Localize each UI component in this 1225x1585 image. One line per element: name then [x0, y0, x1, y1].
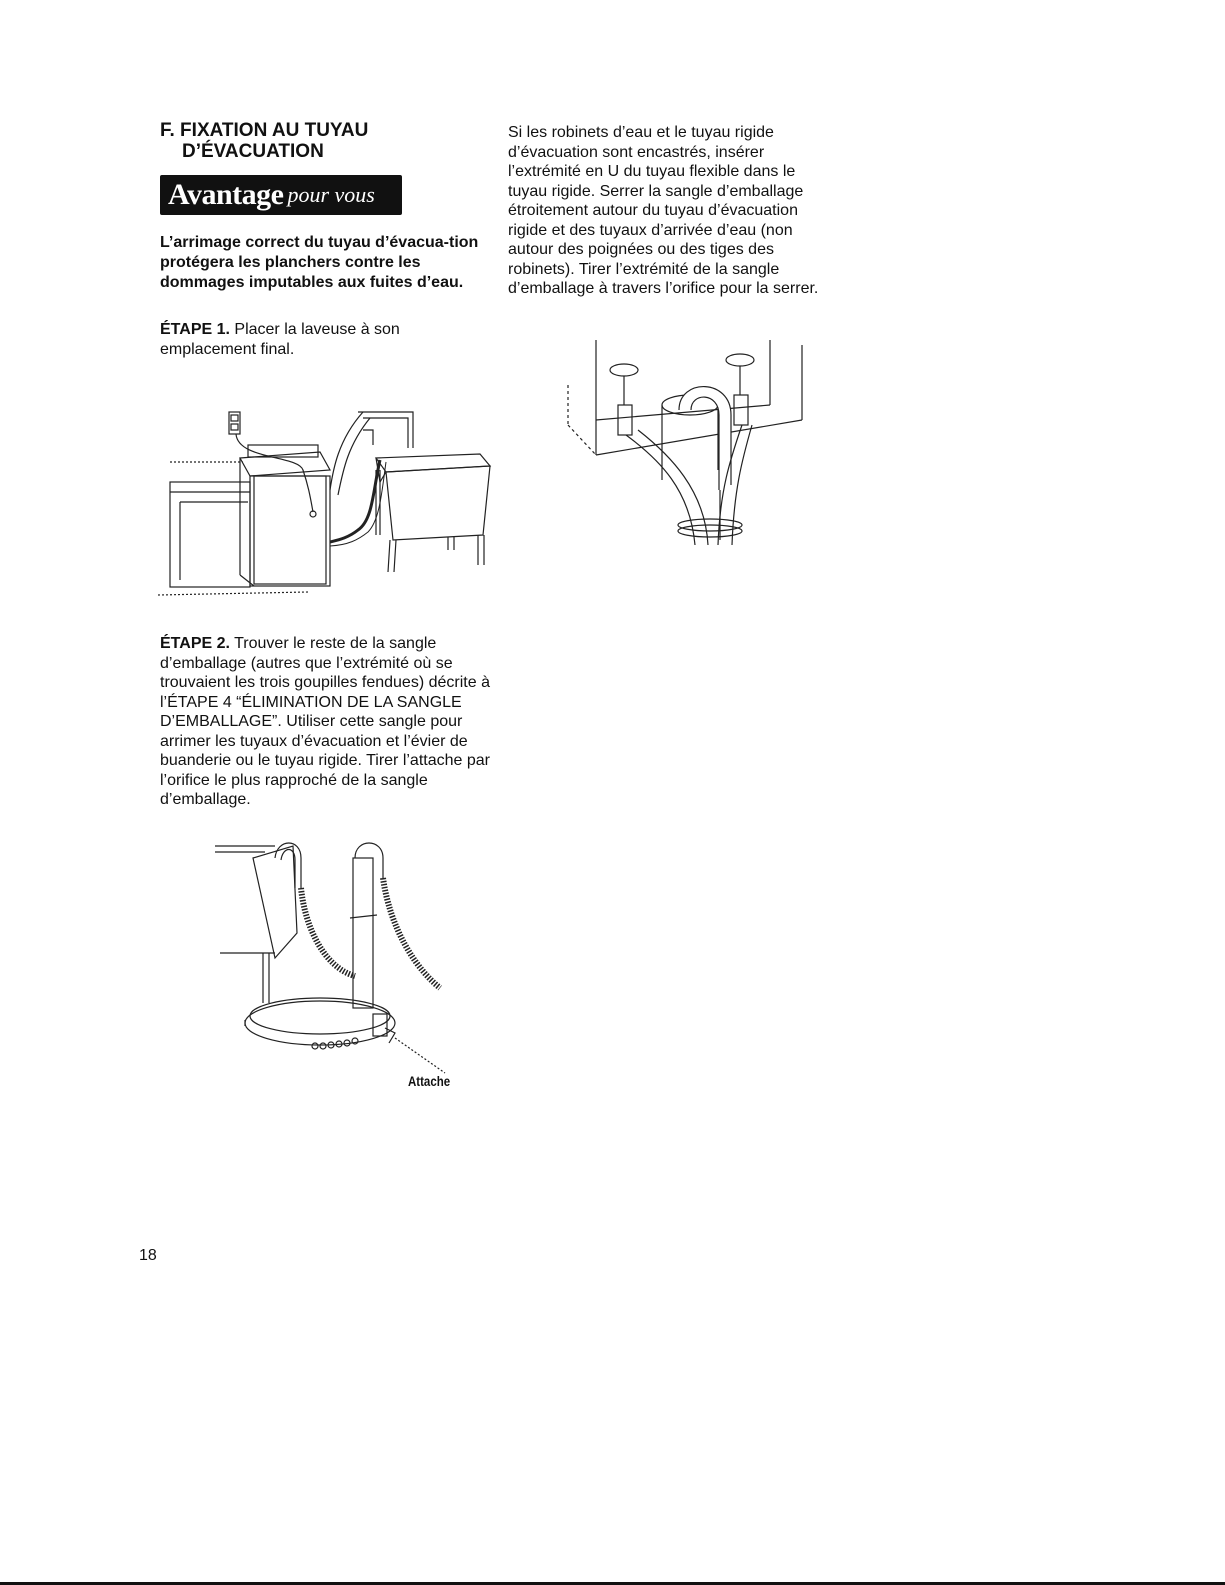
heading-line-1: F. FIXATION AU TUYAU: [160, 120, 369, 141]
figure-caption-attache: Attache: [408, 1073, 451, 1089]
step-2-paragraph: [160, 634, 495, 810]
section-heading: [160, 120, 500, 162]
step-1-paragraph: [160, 320, 490, 359]
avantage-badge: [160, 175, 402, 215]
badge-word-1: Avantage: [168, 178, 284, 211]
heading-line-2: D’ÉVACUATION: [182, 141, 324, 162]
step-2-text: Trouver le reste de la sangle d’emballage (autres que l’extrémité où se trouvaient les trois goupilles fendues) décrite à l’ÉTAPE 4 “ÉLIMINATION DE LA SANGLE D’EMBALLAGE”. Utiliser cette sangle pour arrimer les tuyaux d’évacuation et l’évier de buanderie ou le tuyau rigide. Tirer l’attache par l’orifice le plus rapproché de la sangle d’emballage.: [160, 635, 490, 808]
step-1-text: Placer la laveuse à son emplacement final.: [160, 321, 400, 358]
step-2-label: ÉTAPE 2.: [160, 635, 230, 652]
right-column-paragraph: Si les robinets d’eau et le tuyau rigide d’évacuation sont encastrés, insérer l’extrémité en U du tuyau flexible dans le tuyau rigide. Serrer la sangle d’emballage étroitement autour du tuyau d’évacuation rigide et des tuyaux d’arrivée d’eau (non autour des poignées ou des tiges des robinets). Tirer l’extrémité de la sangle d’emballage à travers l’orifice pour la serrer.: [508, 124, 819, 297]
badge-word-2: pour vous: [287, 182, 375, 207]
strap-attachment-illustration: [215, 838, 465, 1098]
washer-and-tub-illustration: [158, 400, 498, 605]
intro-paragraph: L’arrimage correct du tuyau d’évacua-tion protégera les planchers contre les dommages imputables aux fuites d’eau.: [160, 234, 479, 291]
page-number: 18: [139, 1247, 157, 1264]
recessed-faucets-illustration: [560, 340, 810, 565]
step-1-label: ÉTAPE 1.: [160, 321, 230, 338]
